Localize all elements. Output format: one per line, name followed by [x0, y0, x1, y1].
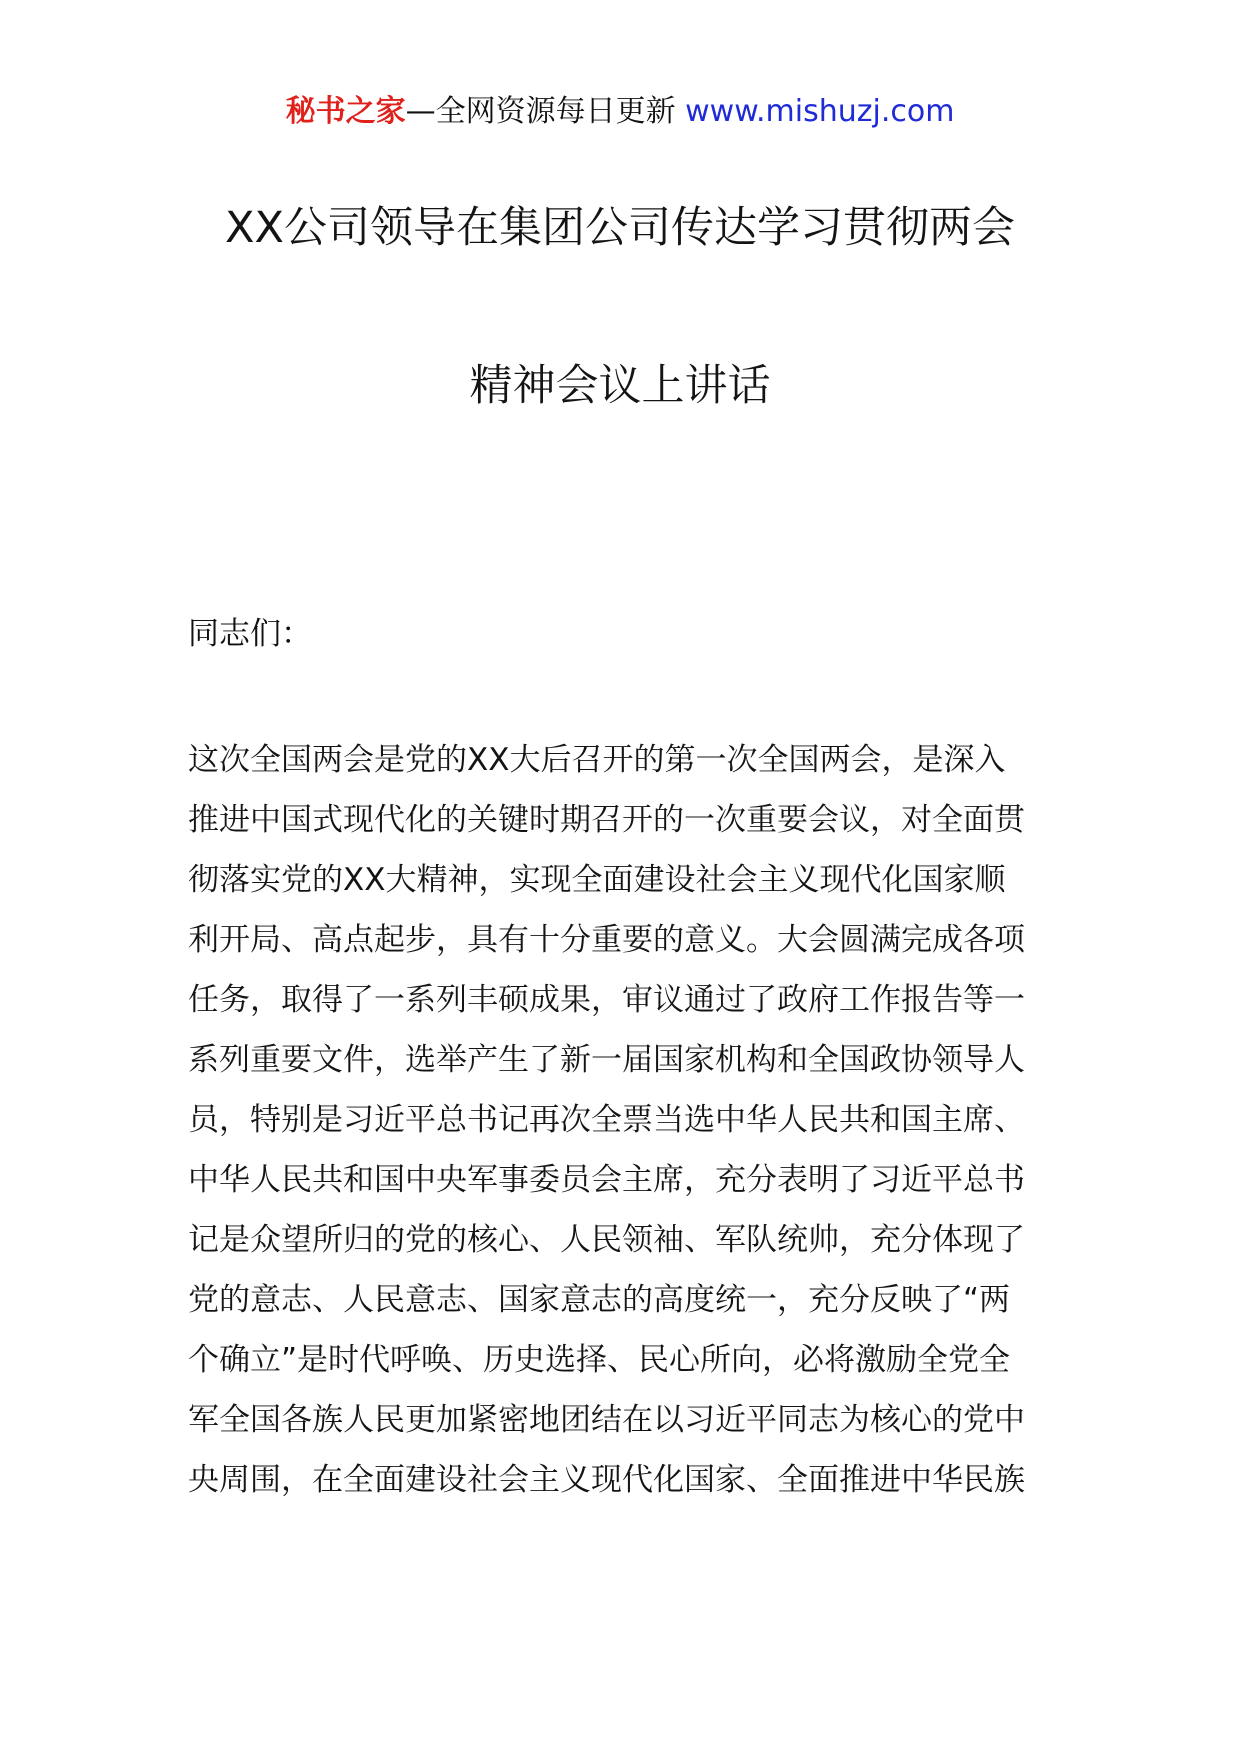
body-line: 利开局、高点起步，具有十分重要的意义。大会圆满完成各项 — [188, 922, 1025, 958]
body-line: 任务，取得了一系列丰硕成果，审议通过了政府工作报告等一 — [188, 982, 1025, 1018]
body-line: 军全国各族人民更加紧密地团结在以习近平同志为核心的党中 — [188, 1402, 1025, 1438]
brand-name: 秘书之家 — [285, 94, 406, 129]
salutation: 同志们： — [188, 616, 312, 652]
body-line: 中华人民共和国中央军事委员会主席，充分表明了习近平总书 — [188, 1162, 1025, 1198]
site-header — [0, 92, 1240, 132]
header-slogan: —全网资源每日更新 — [405, 94, 686, 129]
body-line: 央周围，在全面建设社会主义现代化国家、全面推进中华民族 — [188, 1462, 1025, 1498]
site-url-link[interactable]: www.mishuzj.com — [685, 94, 955, 129]
body-line: 党的意志、人民意志、国家意志的高度统一，充分反映了“两 — [188, 1282, 1011, 1318]
body-line: 系列重要文件，选举产生了新一届国家机构和全国政协领导人 — [188, 1042, 1025, 1078]
body-line: 个确立”是时代呼唤、历史选择、民心所向，必将激励全党全 — [188, 1342, 1011, 1378]
document-title-line-1: XX公司领导在集团公司传达学习贯彻两会 — [225, 203, 1015, 253]
body-line: 彻落实党的XX大精神，实现全面建设社会主义现代化国家顺 — [188, 862, 1006, 898]
body-line: 记是众望所归的党的核心、人民领袖、军队统帅，充分体现了 — [188, 1222, 1025, 1258]
body-line: 这次全国两会是党的XX大后召开的第一次全国两会，是深入 — [188, 742, 1006, 778]
document-title-line-2: 精神会议上讲话 — [469, 361, 771, 411]
body-line: 推进中国式现代化的关键时期召开的一次重要会议，对全面贯 — [188, 802, 1025, 838]
body-line: 员，特别是习近平总书记再次全票当选中华人民共和国主席、 — [188, 1102, 1025, 1138]
